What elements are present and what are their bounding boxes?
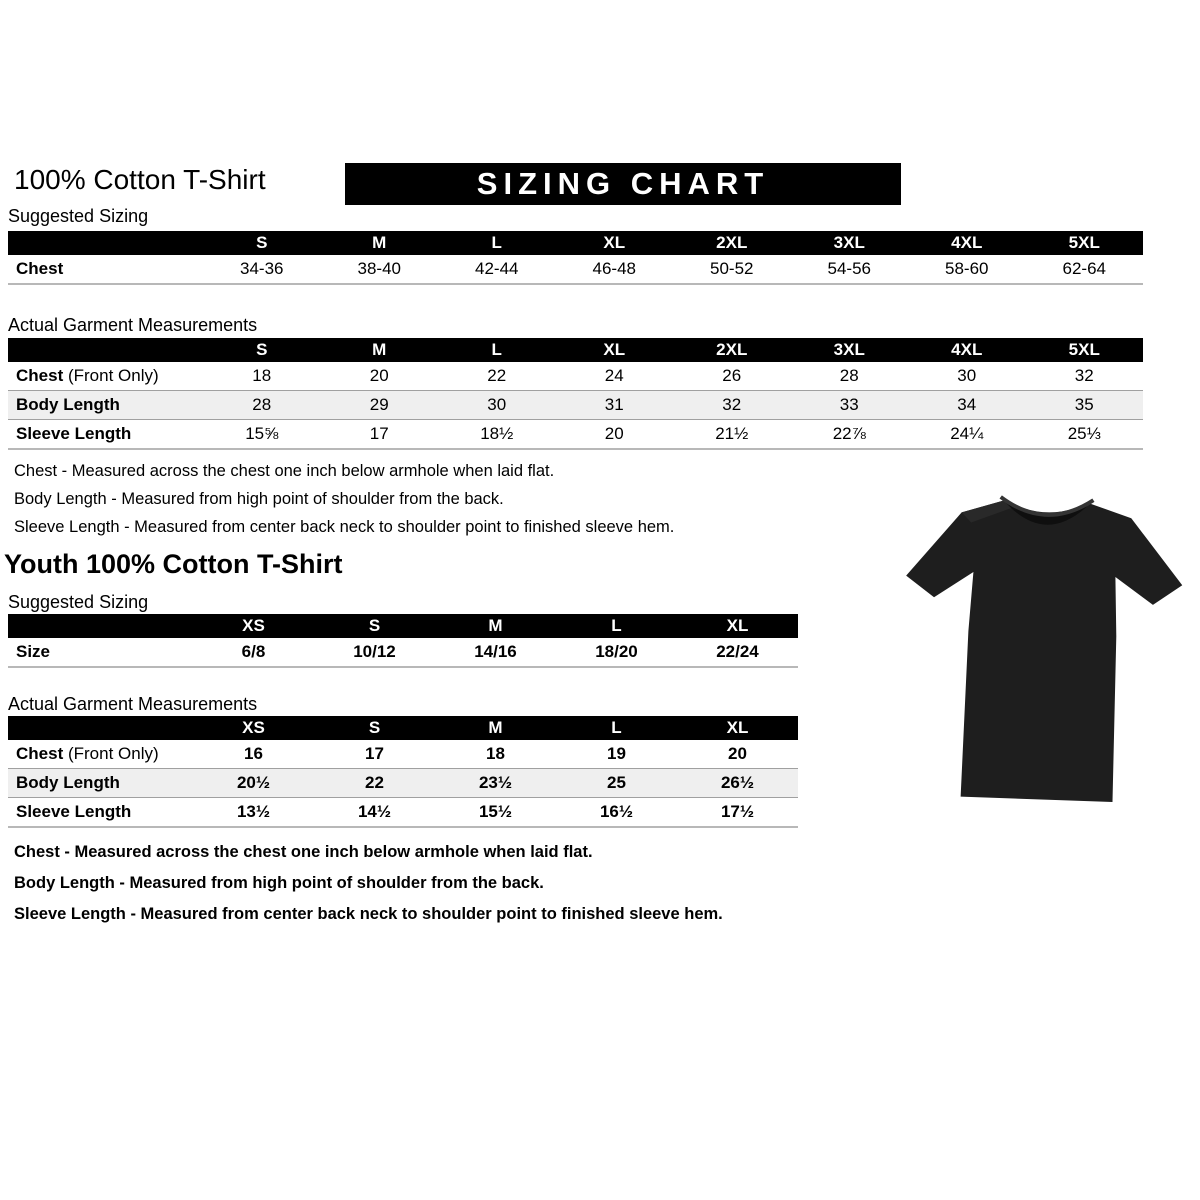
measurement-cell: 23½ [435, 769, 556, 798]
measurement-cell: 24¼ [908, 420, 1026, 450]
measurement-cell: 50-52 [673, 255, 791, 284]
table-row [8, 362, 1143, 391]
measurement-cell: 6/8 [193, 638, 314, 667]
size-column-header: S [314, 614, 435, 638]
measurement-cell: 32 [1026, 362, 1144, 391]
note-line: Chest - Measured across the chest one inch below armhole when laid flat. [14, 843, 593, 861]
table-corner-cell [8, 716, 193, 740]
note-line: Sleeve Length - Measured from center back neck to shoulder point to finished sleeve hem. [14, 905, 723, 924]
table-corner-cell [8, 231, 203, 255]
adult-actual-table [8, 338, 1143, 450]
measurement-cell: 28 [791, 362, 909, 391]
measurement-cell: 34 [908, 391, 1026, 420]
row-label-cell: Body Length [8, 391, 203, 420]
black-tshirt-image [894, 471, 1190, 816]
size-column-header: XL [556, 231, 674, 255]
measurement-cell: 30 [908, 362, 1026, 391]
measurement-cell: 31 [556, 391, 674, 420]
adult-suggested-sizing-label: Suggested Sizing [8, 206, 149, 226]
youth-title: Youth 100% Cotton T-Shirt [4, 549, 343, 579]
youth-suggested-table [8, 614, 798, 668]
size-column-header: S [203, 338, 321, 362]
youth-suggested-sizing-label: Suggested Sizing [8, 592, 149, 612]
adult-actual-measurements-label: Actual Garment Measurements [8, 315, 258, 335]
measurement-cell: 14/16 [435, 638, 556, 667]
size-column-header: 4XL [908, 338, 1026, 362]
table-row [8, 740, 798, 769]
youth-measurement-notes [14, 843, 723, 936]
size-column-header: 3XL [791, 338, 909, 362]
row-label-cell: Chest [8, 255, 203, 284]
measurement-cell: 35 [1026, 391, 1144, 420]
measurement-cell: 22/24 [677, 638, 798, 667]
table-row [8, 391, 1143, 420]
youth-actual-measurements-label: Actual Garment Measurements [8, 694, 258, 714]
size-column-header: S [203, 231, 321, 255]
measurement-cell: 34-36 [203, 255, 321, 284]
measurement-cell: 17 [321, 420, 439, 450]
size-column-header: M [321, 338, 439, 362]
measurement-cell: 18 [435, 740, 556, 769]
size-column-header: XL [677, 614, 798, 638]
measurement-cell: 16½ [556, 798, 677, 828]
size-column-header: 2XL [673, 231, 791, 255]
measurement-cell: 29 [321, 391, 439, 420]
measurement-cell: 22 [314, 769, 435, 798]
measurement-cell: 30 [438, 391, 556, 420]
measurement-cell: 21½ [673, 420, 791, 450]
table-row [8, 638, 798, 667]
size-column-header: L [438, 231, 556, 255]
measurement-cell: 62-64 [1026, 255, 1144, 284]
measurement-cell: 18/20 [556, 638, 677, 667]
measurement-cell: 18 [203, 362, 321, 391]
measurement-cell: 24 [556, 362, 674, 391]
measurement-cell: 13½ [193, 798, 314, 828]
size-column-header: XL [677, 716, 798, 740]
measurement-cell: 58-60 [908, 255, 1026, 284]
measurement-cell: 15½ [435, 798, 556, 828]
measurement-cell: 16 [193, 740, 314, 769]
measurement-cell: 22⅞ [791, 420, 909, 450]
measurement-cell: 17½ [677, 798, 798, 828]
table-corner-cell [8, 614, 193, 638]
table-row [8, 255, 1143, 284]
table-row [8, 798, 798, 828]
note-line: Body Length - Measured from high point of shoulder from the back. [14, 874, 544, 893]
tshirt-icon [894, 471, 1190, 816]
note-line: Body Length - Measured from high point of shoulder from the back. [14, 490, 504, 509]
measurement-cell: 22 [438, 362, 556, 391]
size-column-header: S [314, 716, 435, 740]
measurement-cell: 26 [673, 362, 791, 391]
header-row [8, 338, 1143, 362]
youth-actual-table [8, 716, 798, 828]
adult-title: 100% Cotton T-Shirt [14, 164, 266, 195]
size-column-header: M [435, 716, 556, 740]
measurement-cell: 32 [673, 391, 791, 420]
table-row [8, 769, 798, 798]
measurement-cell: 33 [791, 391, 909, 420]
measurement-cell: 17 [314, 740, 435, 769]
measurement-cell: 46-48 [556, 255, 674, 284]
table-corner-cell [8, 338, 203, 362]
size-column-header: L [438, 338, 556, 362]
measurement-cell: 20 [321, 362, 439, 391]
header-row [8, 614, 798, 638]
size-column-header: XS [193, 716, 314, 740]
size-column-header: M [435, 614, 556, 638]
size-column-header: 4XL [908, 231, 1026, 255]
row-label-cell: Size [8, 638, 193, 667]
measurement-cell: 10/12 [314, 638, 435, 667]
size-column-header: 5XL [1026, 231, 1144, 255]
measurement-cell: 20 [556, 420, 674, 450]
measurement-cell: 14½ [314, 798, 435, 828]
measurement-cell: 54-56 [791, 255, 909, 284]
measurement-cell: 19 [556, 740, 677, 769]
measurement-cell: 28 [203, 391, 321, 420]
measurement-cell: 15⅝ [203, 420, 321, 450]
size-column-header: M [321, 231, 439, 255]
header-row [8, 716, 798, 740]
adult-suggested-table [8, 231, 1143, 285]
measurement-cell: 18½ [438, 420, 556, 450]
size-column-header: XS [193, 614, 314, 638]
row-label-cell: Body Length [8, 769, 193, 798]
size-column-header: 2XL [673, 338, 791, 362]
table-row [8, 420, 1143, 450]
measurement-cell: 20½ [193, 769, 314, 798]
row-label-cell: Chest (Front Only) [8, 740, 193, 769]
header-row [8, 231, 1143, 255]
measurement-cell: 25 [556, 769, 677, 798]
row-label-cell: Sleeve Length [8, 798, 193, 828]
adult-measurement-notes [14, 462, 674, 546]
sizing-chart-banner: SIZING CHART [345, 163, 901, 205]
row-label-cell: Chest (Front Only) [8, 362, 203, 391]
size-column-header: L [556, 614, 677, 638]
size-column-header: L [556, 716, 677, 740]
measurement-cell: 20 [677, 740, 798, 769]
measurement-cell: 42-44 [438, 255, 556, 284]
measurement-cell: 26½ [677, 769, 798, 798]
size-column-header: 3XL [791, 231, 909, 255]
row-label-cell: Sleeve Length [8, 420, 203, 450]
size-column-header: XL [556, 338, 674, 362]
note-line: Chest - Measured across the chest one inch below armhole when laid flat. [14, 462, 555, 480]
note-line: Sleeve Length - Measured from center back neck to shoulder point to finished sleeve hem. [14, 518, 675, 537]
size-column-header: 5XL [1026, 338, 1144, 362]
measurement-cell: 25⅓ [1026, 420, 1144, 450]
measurement-cell: 38-40 [321, 255, 439, 284]
